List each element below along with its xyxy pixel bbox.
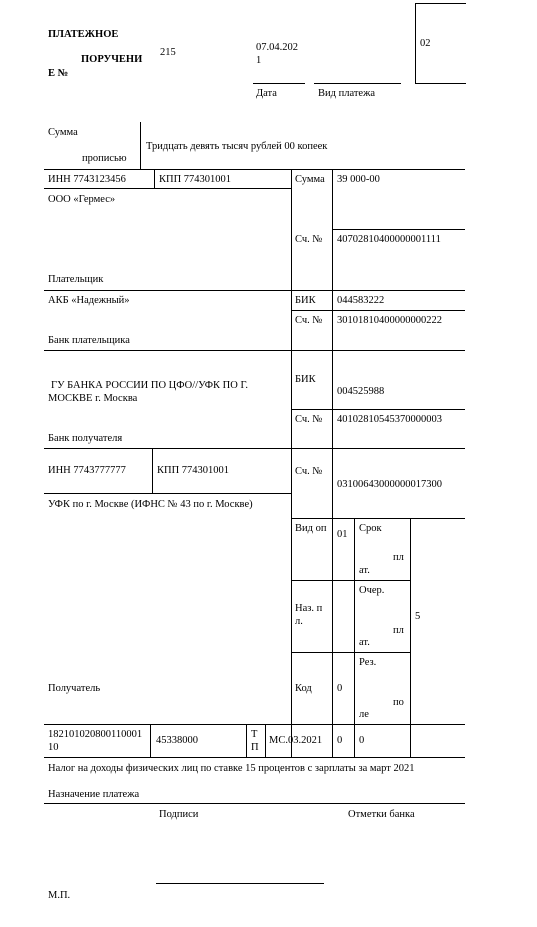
recipient-inn-kpp-divider bbox=[152, 448, 153, 493]
due-label-line3: ат. bbox=[359, 565, 370, 576]
doc-number: 215 bbox=[160, 47, 176, 58]
signature-line bbox=[156, 883, 324, 884]
stamp-label: М.П. bbox=[48, 890, 71, 901]
payer-bank-value-divider bbox=[332, 290, 333, 350]
rule-518 bbox=[291, 518, 465, 519]
status-box-left bbox=[415, 3, 416, 83]
recipient-bank-label: Банк получателя bbox=[48, 433, 123, 444]
payer-label: Плательщик bbox=[48, 274, 104, 285]
rule-448 bbox=[44, 448, 465, 449]
rule-493 bbox=[44, 493, 291, 494]
tax-doc-date: 0 bbox=[359, 735, 365, 746]
payer-bank-bik-label: БИК bbox=[295, 295, 316, 306]
payer-inn: ИНН 7743123456 bbox=[48, 174, 126, 185]
rule-757 bbox=[44, 757, 465, 758]
order-label-line2: пл bbox=[393, 625, 404, 636]
basis-line2: П bbox=[251, 742, 259, 753]
recipient-kpp: КПП 774301001 bbox=[157, 465, 230, 476]
recipient-bank-account-label: Сч. № bbox=[295, 414, 323, 425]
op-type-value: 01 bbox=[337, 529, 348, 540]
rule-169 bbox=[44, 169, 465, 170]
status-box-bottom bbox=[415, 83, 466, 84]
purpose-text: Налог на доходы физических лиц по ставке 15 процентов с зарплаты за март 2021 bbox=[48, 763, 415, 774]
purpose-code-label-line2: л. bbox=[295, 616, 303, 627]
recipient-bank-account-value: 40102810545370000003 bbox=[337, 414, 442, 425]
recipient-inn: ИНН 7743777777 bbox=[48, 465, 126, 476]
kbk-divider bbox=[150, 724, 151, 757]
payer-kpp: КПП 774301001 bbox=[159, 174, 232, 185]
kbk-line2: 10 bbox=[48, 742, 59, 753]
payer-amount-label: Сумма bbox=[295, 174, 325, 185]
payment-type-underline bbox=[314, 83, 401, 84]
code-label: Код bbox=[295, 683, 312, 694]
payer-name: ООО «Гермес» bbox=[48, 194, 116, 205]
date-underline bbox=[253, 83, 305, 84]
doc-title-line3: Е № bbox=[48, 68, 69, 79]
rule-724 bbox=[44, 724, 465, 725]
op-type-divider bbox=[332, 518, 333, 757]
tax-doc-number: 0 bbox=[337, 735, 343, 746]
payer-value-divider bbox=[332, 169, 333, 290]
order-label-line3: ат. bbox=[359, 637, 370, 648]
recipient-account-divider bbox=[332, 448, 333, 518]
recipient-account-value: 03100643000000017300 bbox=[337, 479, 442, 490]
payer-inn-kpp-divider bbox=[154, 169, 155, 188]
amount-words-label-line2: прописью bbox=[82, 153, 127, 164]
date-value-line1: 07.04.202 bbox=[256, 42, 298, 53]
rule-229 bbox=[333, 229, 465, 230]
amount-words-divider bbox=[140, 122, 141, 169]
signatures-label: Подписи bbox=[159, 809, 199, 820]
rule-803 bbox=[44, 803, 465, 804]
recipient-bank-bik-label: БИК bbox=[295, 374, 316, 385]
status-box-top bbox=[415, 3, 466, 4]
payer-bank-name: АКБ «Надежный» bbox=[48, 295, 130, 306]
purpose-code-label-line1: Наз. п bbox=[295, 603, 323, 614]
basis-divider bbox=[265, 724, 266, 757]
rule-310 bbox=[291, 310, 465, 311]
basis-line1: Т bbox=[251, 729, 258, 740]
payer-bank-account-label: Сч. № bbox=[295, 315, 323, 326]
date-value-line2: 1 bbox=[256, 55, 262, 66]
bank-marks-label: Отметки банка bbox=[348, 809, 415, 820]
purpose-label: Назначение платежа bbox=[48, 789, 140, 800]
kbk-line1: 182101020800110001 bbox=[48, 729, 143, 740]
status-code: 02 bbox=[420, 38, 431, 49]
op-value-divider bbox=[354, 518, 355, 757]
rule-350 bbox=[44, 350, 465, 351]
date-label: Дата bbox=[256, 88, 277, 99]
amount-words-label-line1: Сумма bbox=[48, 127, 78, 138]
reserve-label-line1: Рез. bbox=[359, 657, 377, 668]
reserve-label-line3: ле bbox=[359, 709, 369, 720]
amount-words-value: Тридцать девять тысяч рублей 00 копеек bbox=[146, 141, 328, 152]
payer-account-label: Сч. № bbox=[295, 234, 323, 245]
rule-409 bbox=[291, 409, 465, 410]
rule-652 bbox=[291, 652, 411, 653]
oktmo-divider bbox=[246, 724, 247, 757]
payer-amount-value: 39 000-00 bbox=[337, 174, 380, 185]
payer-bank-bik-value: 044583222 bbox=[337, 295, 385, 306]
recipient-bank-bik-value: 004525988 bbox=[337, 386, 385, 397]
reserve-label-line2: по bbox=[393, 697, 404, 708]
tax-period: МС.03.2021 bbox=[269, 735, 323, 746]
payer-bank-label: Банк плательщика bbox=[48, 335, 130, 346]
order-label-line1: Очер. bbox=[359, 585, 385, 596]
due-divider bbox=[410, 518, 411, 757]
op-type-label: Вид оп bbox=[295, 523, 327, 534]
recipient-name: УФК по г. Москве (ИФНС № 43 по г. Москве) bbox=[48, 499, 253, 510]
oktmo-value: 45338000 bbox=[156, 735, 198, 746]
doc-title-line1: ПЛАТЕЖНОЕ bbox=[48, 29, 119, 40]
payment-type-label: Вид платежа bbox=[318, 88, 376, 99]
recipient-bank-name-line2: МОСКВЕ г. Москва bbox=[48, 393, 138, 404]
rule-290 bbox=[44, 290, 465, 291]
main-column-divider bbox=[291, 169, 292, 757]
rule-580 bbox=[291, 580, 411, 581]
recipient-label: Получатель bbox=[48, 683, 101, 694]
recipient-bank-value-divider bbox=[332, 350, 333, 448]
due-label-line1: Срок bbox=[359, 523, 382, 534]
doc-title-line2: ПОРУЧЕНИ bbox=[81, 54, 143, 65]
rule-188 bbox=[44, 188, 291, 189]
recipient-bank-name-line1: ГУ БАНКА РОССИИ ПО ЦФО//УФК ПО Г. bbox=[51, 380, 248, 391]
recipient-account-label: Сч. № bbox=[295, 466, 323, 477]
payer-bank-account-value: 30101810400000000222 bbox=[337, 315, 442, 326]
due-label-line2: пл bbox=[393, 552, 404, 563]
code-value: 0 bbox=[337, 683, 343, 694]
payer-account-value: 40702810400000001111 bbox=[337, 234, 441, 245]
order-value: 5 bbox=[415, 611, 421, 622]
